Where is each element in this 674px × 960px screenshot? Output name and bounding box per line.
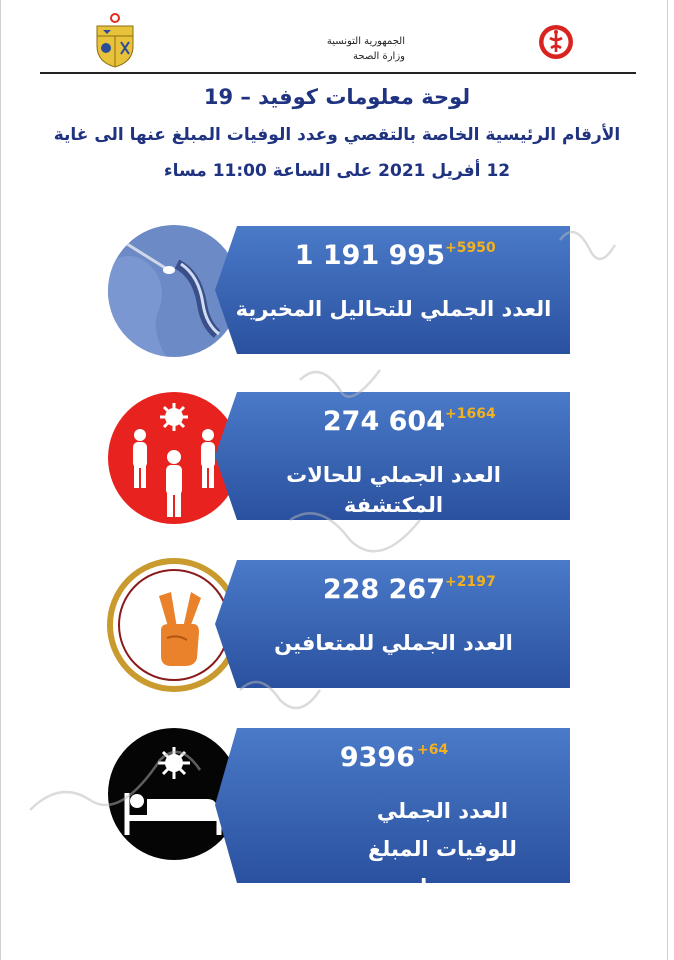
recovered-delta-badge: +2197 (445, 574, 496, 590)
ministry-heading (255, 34, 405, 64)
stat-card-recovered (215, 560, 570, 688)
header-divider (40, 72, 636, 74)
tunisia-coat-of-arms-icon (93, 12, 137, 68)
tests-delta-badge: +5950 (445, 240, 496, 256)
cases-delta-badge: +1664 (445, 406, 496, 422)
stat-card-cases (215, 392, 570, 520)
tests-label: العدد الجملي للتحاليل المخبرية (235, 297, 552, 321)
cases-label: العدد الجملي للحالات المكتشفة (286, 463, 501, 517)
page-subtitle: الأرقام الرئيسية الخاصة بالتقصي وعدد الوفيات المبلغ عنها الى غاية (53, 125, 621, 145)
country-name: الجمهورية التونسية (326, 36, 405, 47)
cases-total-value: 274 604 (322, 406, 445, 437)
ministry-name: وزارة الصحة (353, 51, 405, 62)
tests-total-value: 1 191 995 (294, 240, 445, 271)
stat-card-deaths (215, 728, 570, 899)
report-date: 12 أفريل 2021 على الساعة 11:00 مساء (163, 161, 511, 181)
ministry-of-health-logo-icon (538, 24, 574, 60)
title-block (20, 80, 654, 184)
page-title: لوحة معلومات كوفيد – 19 (203, 85, 471, 109)
deaths-total-value: 9396 (339, 742, 415, 773)
document-header (0, 0, 674, 75)
deaths-label: العدد الجملي للوفيات المبلغ عنها (368, 799, 517, 899)
recovered-total-value: 228 267 (322, 574, 445, 605)
stat-card-tests (215, 226, 570, 354)
deaths-delta-badge: +64 (417, 742, 449, 758)
recovered-label: العدد الجملي للمتعافين (274, 631, 513, 655)
